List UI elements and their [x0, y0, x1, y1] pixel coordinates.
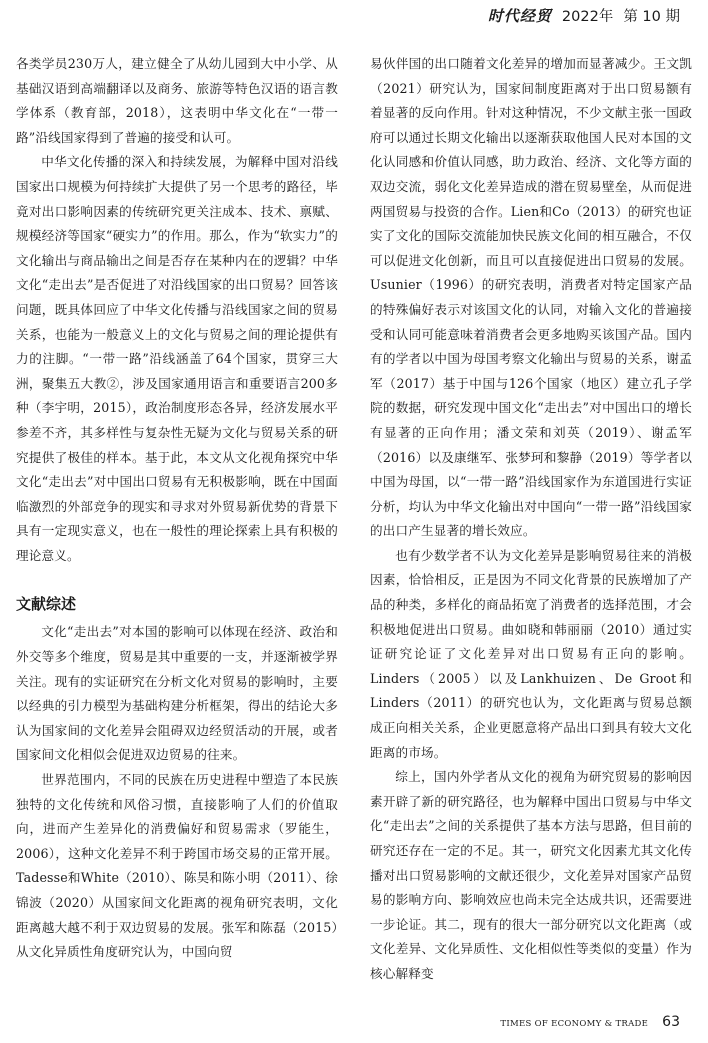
- paragraph: 中华文化传播的深入和持续发展，为解释中国对沿线国家出口规模为何持续扩大提供了另一个思考的路径，毕竟对出口影响因素的传统研究更关注成本、技术、禀赋、规模经济等国家“硬实力”的作用。那么，作为“软实力”的文化输出与商品输出之间是否存在某种内在的逻辑？中华文化“走出去”是否促进了对沿线国家的出口贸易？回答该问题，既具体回应了中华文化传播与沿线国家之间的贸易关系，也能为一般意义上的文化与贸易之间的理论提供有力的注脚。“一带一路”沿线涵盖了64个国家，贯穿三大洲，聚集五大教②，涉及国家通用语言和重要语言200多种（李宇明，2015），政治制度形态各异，经济发展水平参差不齐，其多样性与复杂性无疑为文化与贸易关系的研究提供了极佳的样本。基于此，本文从文化视角探究中华文化“走出去”对中国出口贸易有无积极影响，既在中国面临激烈的外部竞争的现实和寻求对外贸易新优势的背景下具有一定现实意义，也在一般性的理论探索上具有积极的理论意义。: [16, 154, 338, 563]
- paragraph: 也有少数学者不认为文化差异是影响贸易往来的消极因素，恰恰相反，正是因为不同文化背景的民族增加了产品的种类，多样化的商品拓宽了消费者的选择范围，才会积极地促进出口贸易。曲如晓和韩丽丽（2010）通过实证研究论证了文化差异对出口贸易有正向的影响。Linders（2005）以及Lankhuizen、De Groot和Linders（2011）的研究也认为，文化距离与贸易总额成正向相关关系，企业更愿意将产品出口到具有较大文化距离的市场。: [370, 547, 692, 760]
- issue-number: 第 10 期: [623, 8, 680, 25]
- issue-year: 2022年: [561, 8, 614, 25]
- paragraph: 世界范围内，不同的民族在历史进程中塑造了本民族独特的文化传统和风俗习惯，直接影响了人们的价值取向，进而产生差异化的消费偏好和贸易需求（罗能生，2006），这种文化差异不利于跨国市场交易的正常开展。Tadesse和White（2010）、陈昊和陈小明（2011）、徐锦波（2020）从国家间文化距离的视角研究表明，文化距离越大越不利于双边贸易的发展。张军和陈磊（2015）从文化异质性角度研究认为，中国向贸: [16, 772, 338, 960]
- paragraph: 综上，国内外学者从文化的视角为研究贸易的影响因素开辟了新的研究路径，也为解释中国出口贸易与中华文化“走出去”之间的关系提供了基本方法与思路，但目前的研究还存在一定的不足。其一，研究文化因素尤其文化传播对出口贸易影响的文献还很少，文化差异对国家产品贸易的影响方向、影响效应也尚未完全达成共识，还需要进一步论证。其二，现有的很大一部分研究以文化距离（或文化差异、文化异质性、文化相似性等类似的变量）作为核心解释变: [370, 769, 692, 981]
- left-column: [16, 52, 338, 965]
- journal-name: 时代经贸: [487, 6, 552, 25]
- page-header: [488, 4, 680, 26]
- page-footer: [500, 1014, 680, 1030]
- paragraph: 文化“走出去”对本国的影响可以体现在经济、政治和外交等多个维度，贸易是其中重要的一支，并逐渐被学界关注。现有的实证研究在分析文化对贸易的影响时，主要以经典的引力模型为基础构建分析框架，得出的结论大多认为国家间的文化差异会阻碍双边经贸活动的开展，或者国家间文化相似会促进双边贸易的往来。: [16, 624, 338, 763]
- section-heading: 文献综述: [16, 595, 77, 614]
- journal-english-name: TIMES OF ECONOMY & TRADE: [500, 1019, 649, 1029]
- right-column: [370, 52, 692, 987]
- paragraph: 易伙伴国的出口随着文化差异的增加而显著减少。王文凯（2021）研究认为，国家间制度距离对于出口贸易额有着显著的反向作用。针对这种情况，不少文献主张一国政府可以通过长期文化输出以逐渐获取他国人民对本国的文化认同感和价值认同感，助力政治、经济、文化等方面的双边交流，弱化文化差异造成的潜在贸易壁垒，从而促进两国贸易与投资的合作。Lien和Co（2013）的研究也证实了文化的国际交流能加快民族文化间的相互融合，不仅可以促进文化创新，而且可以直接促进出口贸易的发展。Usunier（1996）的研究表明，消费者对特定国家产品的特殊偏好表示对该国文化的认同，对输入文化的普遍接受和认同可能意味着消费者会更多地购买该国产品。国内有的学者以中国为母国考察文化输出与贸易的关系，谢孟军（2017）基于中国与126个国家（地区）建立孔子学院的数据，研究发现中国文化“走出去”对中国出口的增长有显著的正向作用；潘文荣和刘英（2019）、谢孟军（2016）以及康继军、张梦珂和黎静（2019）等学者以中国为母国，以“一带一路”沿线国家作为东道国进行实证分析，均认为中华文化输出对中国向“一带一路”沿线国家的出口产生显著的增长效应。: [370, 56, 692, 539]
- paragraph: 各类学员230万人，建立健全了从幼儿园到大中小学、从基础汉语到高端翻译以及商务、旅游等特色汉语的语言教学体系（教育部，2018），这表明中华文化在“一带一路”沿线国家得到了普遍的接受和认可。: [16, 56, 338, 145]
- page-number: 63: [662, 1014, 680, 1030]
